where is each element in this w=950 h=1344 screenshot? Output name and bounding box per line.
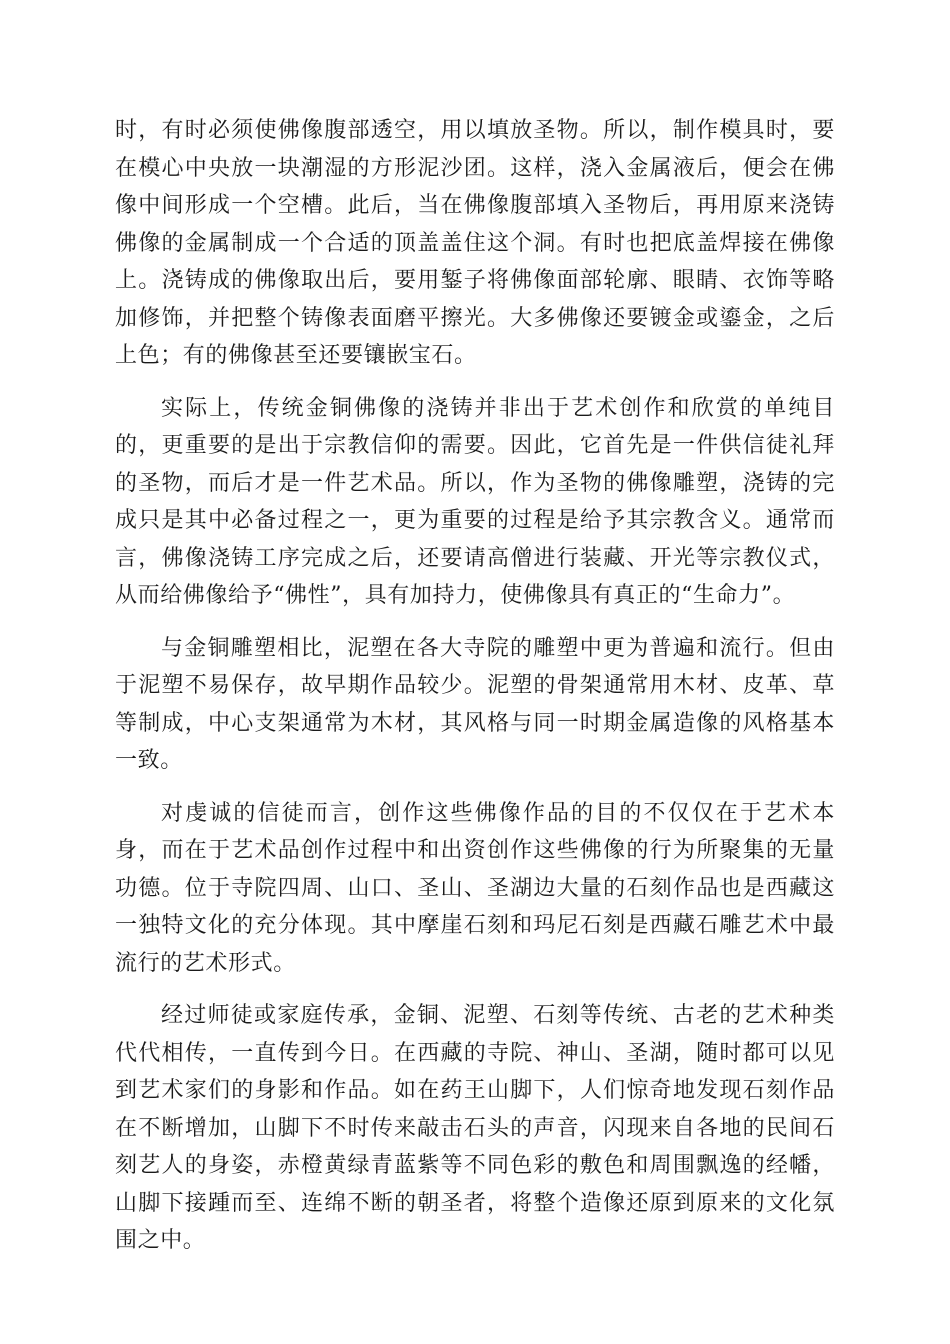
paragraph-clay-sculpture: 与金铜雕塑相比，泥塑在各大寺院的雕塑中更为普遍和流行。但由于泥塑不易保存，故早期作品较少。泥塑的骨架通常用木材、皮革、草等制成，中心支架通常为木材，其风格与同一时期金属造像的风格基本一致。 [115,635,835,773]
document-page [115,112,835,1260]
paragraph-religious-purpose: 实际上，传统金铜佛像的浇铸并非出于艺术创作和欣赏的单纯目的，更重要的是出于宗教信仰的需要。因此，它首先是一件供信徒礼拜的圣物，而后才是一件艺术品。所以，作为圣物的佛像雕塑，浇铸的完成只是其中必备过程之一，更为重要的过程是给予其宗教含义。通常而言，佛像浇铸工序完成之后，还要请高僧进行装藏、开光等宗教仪式，从而给佛像给予“佛性”，具有加持力，使佛像具有真正的“生命力”。 [115,395,835,608]
paragraph-continuation: 时，有时必须使佛像腹部透空，用以填放圣物。所以，制作模具时，要在模心中央放一块潮湿的方形泥沙团。这样，浇入金属液后，便会在佛像中间形成一个空槽。此后，当在佛像腹部填入圣物后，再用原来浇铸佛像的金属制成一个合适的顶盖盖住这个洞。有时也把底盖焊接在佛像上。浇铸成的佛像取出后，要用錾子将佛像面部轮廓、眼睛、衣饰等略加修饰，并把整个铸像表面磨平擦光。大多佛像还要镀金或鎏金，之后上色；有的佛像甚至还要镶嵌宝石。 [115,118,835,368]
paragraph-tradition: 经过师徒或家庭传承，金铜、泥塑、石刻等传统、古老的艺术种类代代相传，一直传到今日。在西藏的寺院、神山、圣湖，随时都可以见到艺术家们的身影和作品。如在药王山脚下，人们惊奇地发现石刻作品在不断增加，山脚下不时传来敲击石头的声音，闪现来自各地的民间石刻艺人的身姿，赤橙黄绿青蓝紫等不同色彩的敷色和周围飘逸的经幡，山脚下接踵而至、连绵不断的朝圣者，将整个造像还原到原来的文化氛围之中。 [115,1003,835,1253]
paragraph-stone-carving: 对虔诚的信徒而言，创作这些佛像作品的目的不仅仅在于艺术本身，而在于艺术品创作过程中和出资创作这些佛像的行为所聚集的无量功德。位于寺院四周、山口、圣山、圣湖边大量的石刻作品也是西藏这一独特文化的充分体现。其中摩崖石刻和玛尼石刻是西藏石雕艺术中最流行的艺术形式。 [115,800,835,976]
